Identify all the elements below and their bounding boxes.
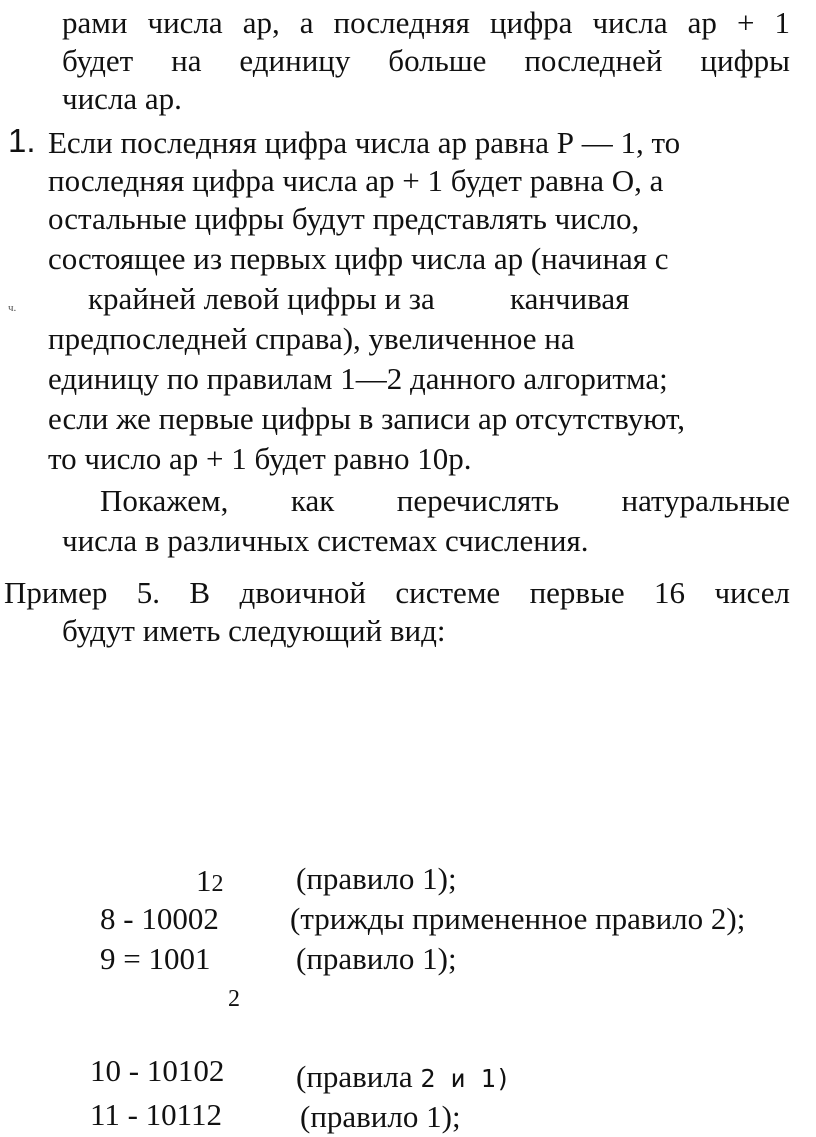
text-line-2: будет на единицу больше последней цифры: [62, 43, 790, 78]
row-3-number: 9 = 1001: [100, 941, 211, 976]
text-line-5: последняя цифра числа ар + 1 будет равна О, а: [48, 163, 664, 198]
scan-artifact: ч.: [8, 302, 17, 314]
list-item-number: 1.: [8, 122, 36, 159]
row-1-subscript: 2: [211, 871, 224, 897]
row-4-number: 10 - 10102: [90, 1053, 225, 1088]
text-line-7: состоящее из первых цифр числа ар (начиная с: [48, 241, 669, 276]
row-3-rule: (правило 1);: [296, 941, 457, 976]
row-3-subscript: 2: [228, 986, 240, 1012]
row-4-rule: (правила 2 и 1): [296, 1059, 511, 1094]
text-line-8b: канчивая: [510, 281, 630, 316]
row-2-number: 8 - 10002: [100, 901, 219, 936]
text-line-12: то число ар + 1 будет равно 10р.: [48, 441, 472, 476]
example-heading: Пример 5. В двоичной системе первые 16 чисел: [4, 575, 790, 610]
row-5-number: 11 - 10112: [90, 1097, 223, 1132]
text-line-3: числа ар.: [62, 81, 182, 116]
text-line-8a: крайней левой цифры и за: [88, 281, 435, 316]
row-1-rule: (правило 1);: [296, 861, 457, 896]
text-line-4: Если последняя цифра числа ар равна Р — 1, то: [48, 125, 681, 160]
text-line-10: единицу по правилам 1—2 данного алгоритма;: [48, 361, 668, 396]
text-line-13: Покажем, как перечислять натуральные: [100, 483, 790, 518]
text-line-1: рами числа ар, а последняя цифра числа ар + 1: [62, 5, 790, 40]
row-2-rule: (трижды примененное правило 2);: [290, 901, 746, 936]
text-line-9: предпоследней справа), увеличенное на: [48, 321, 575, 356]
row-1-number: 12: [196, 863, 224, 898]
text-line-14: числа в различных системах счисления.: [62, 523, 589, 558]
text-line-6: остальные цифры будут представлять число,: [48, 201, 640, 236]
text-line-11: если же первые цифры в записи ар отсутствуют,: [48, 401, 685, 436]
row-5-rule: (правило 1);: [300, 1099, 461, 1134]
text-line-16: будут иметь следующий вид:: [62, 613, 446, 648]
